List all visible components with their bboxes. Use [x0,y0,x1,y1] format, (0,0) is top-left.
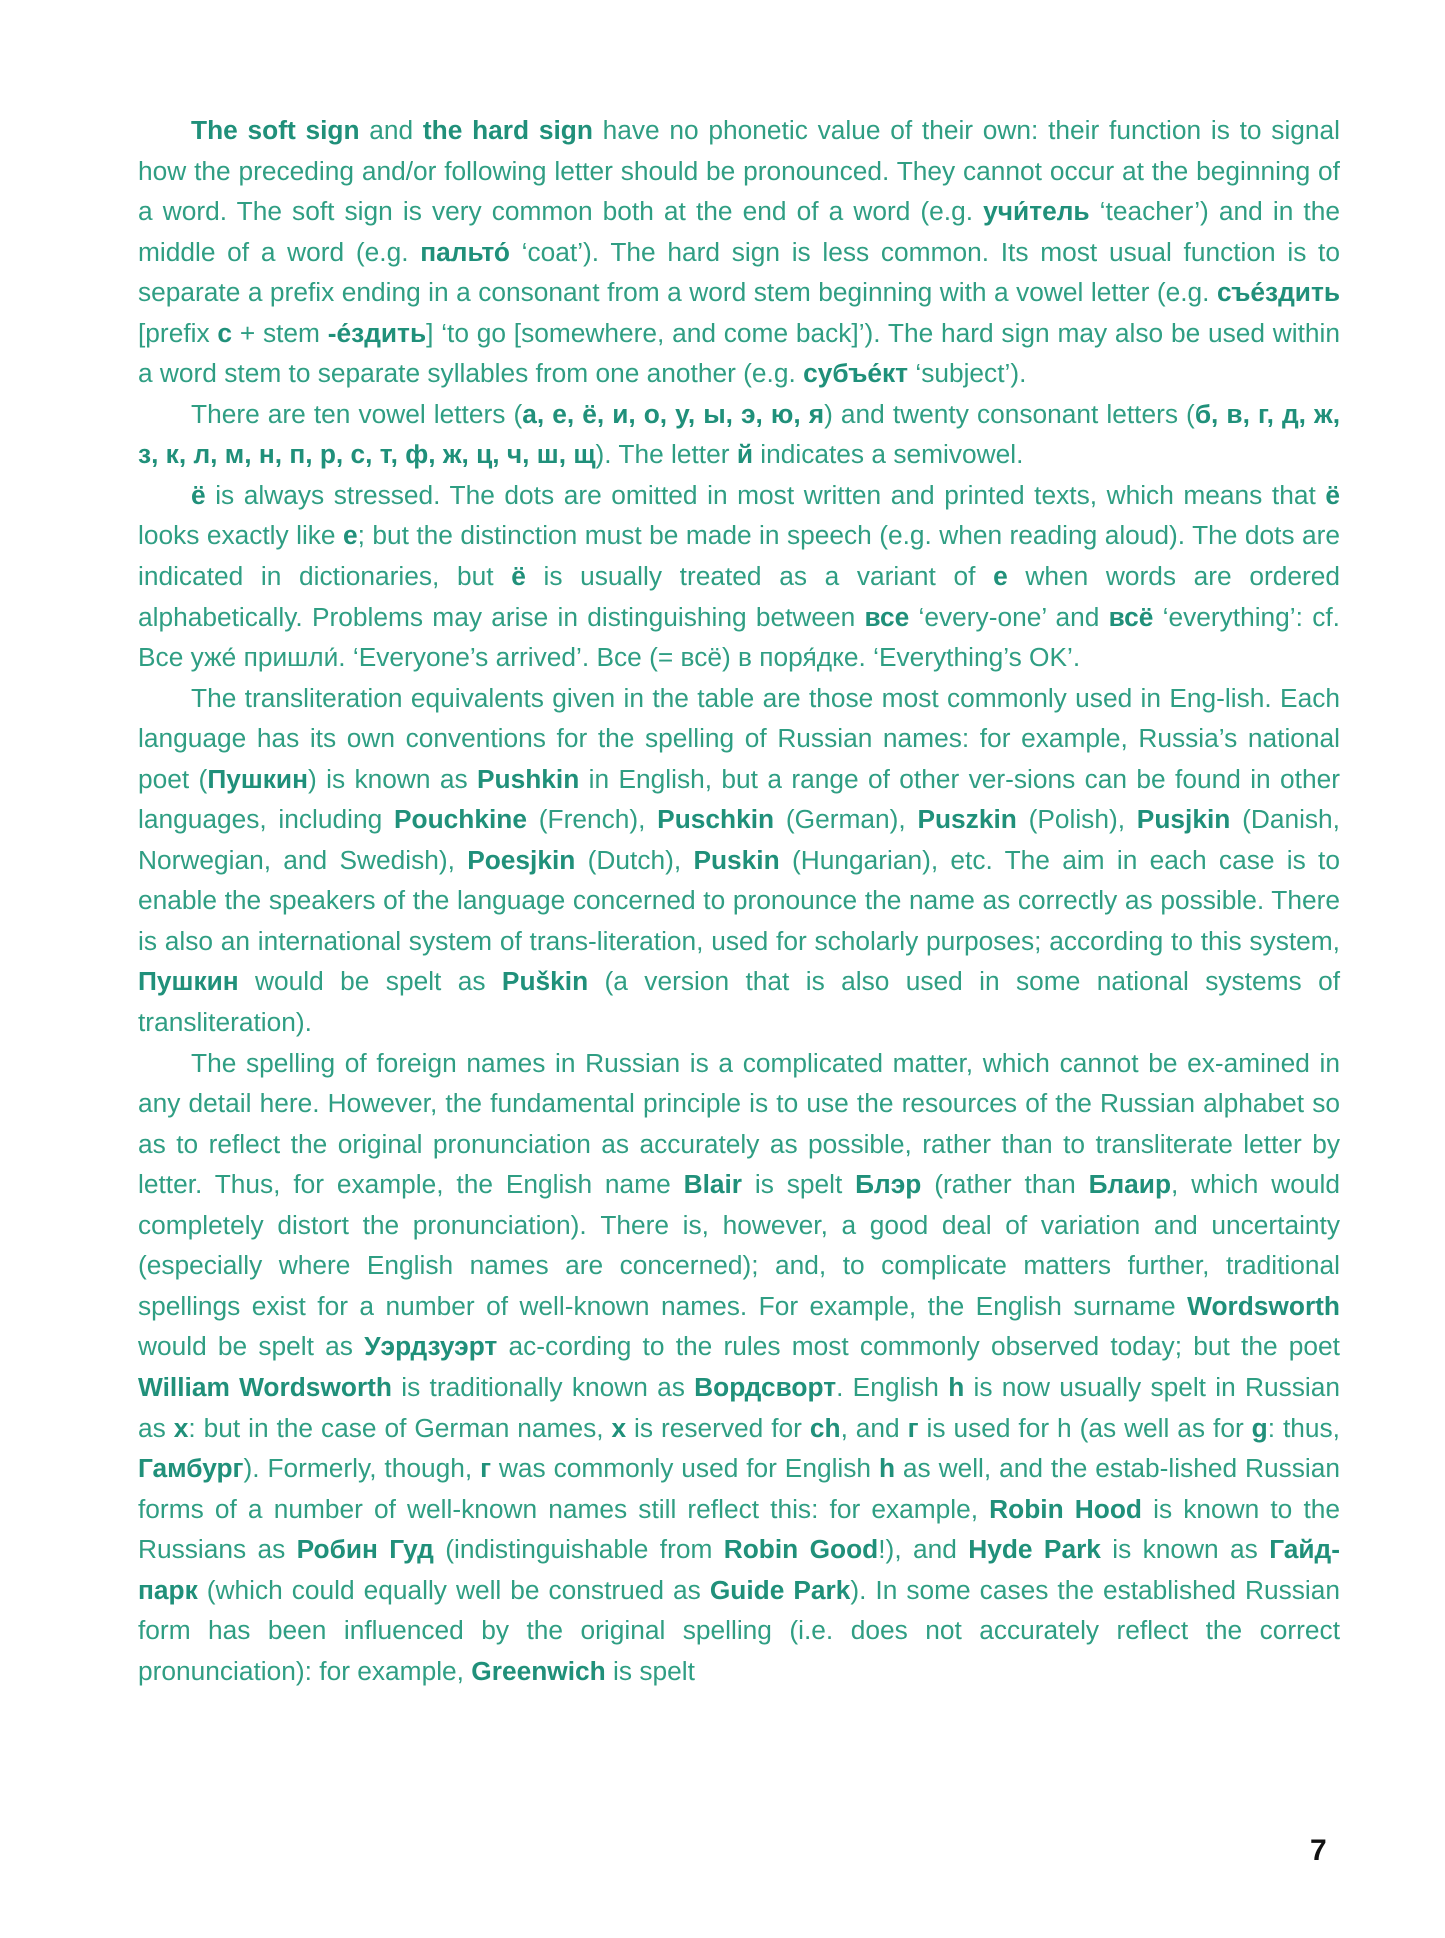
bold-term: William Wordsworth [138,1371,392,1402]
text-run: ‘coat’). The hard sign is less common. Its most usual function is to separate a prefix ending in a consonant from a word stem beginning with a vowel letter (e.g. [138,236,1340,308]
text-run: ) is known as [307,763,477,794]
text-run: ; but the distinction must be made in speech (e.g. when reading aloud). The dots are indicated in dictionaries, but [138,520,1340,592]
bold-term: Гамбург [138,1453,244,1484]
bold-term: Блаир [1088,1169,1172,1200]
bold-term: Guide Park [709,1574,851,1605]
text-run: is always stressed. The dots are omitted in most written and printed texts, which means that [205,479,1326,510]
text-run: looks exactly like [138,520,343,551]
bold-term: субъе́кт [803,358,909,389]
text-run: would be spelt as [238,966,502,997]
text-run: [prefix [138,317,218,348]
bold-term: все [864,601,910,632]
bold-term: Гайд-парк [138,1534,1340,1605]
bold-term: съе́здить [1216,277,1340,308]
text-run: is known as [1100,1534,1270,1565]
page-number: 7 [1310,1834,1327,1867]
bold-term: а, е, ё, и, о, у, ы, э, ю, я [522,398,825,429]
text-run: and [359,115,423,145]
text-run: is traditionally known as [392,1371,695,1402]
bold-term: е [993,561,1008,592]
paragraph [138,1043,1340,1692]
paragraph [138,678,1340,1043]
bold-term: Puskin [693,844,780,875]
bold-term: h [948,1371,965,1402]
bold-term: е [343,520,358,551]
bold-term: Pushkin [477,763,580,794]
text-run: The transliteration equivalents given in the table are those most commonly used in Eng-lish. Each language has its own conventions for the spelling of Russian names: for example, Russia’s national poet ( [138,682,1340,794]
bold-term: Puszkin [917,804,1017,835]
text-run: (a version that is also used in some national systems of transliteration). [138,966,1340,1038]
text-run: (which could equally well be construed as [197,1574,710,1605]
bold-term: Robin Good [723,1534,879,1565]
text-run: ). The letter [595,439,737,470]
bold-term: Вордсворт [694,1371,837,1402]
text-run: , which would completely distort the pronunciation). There is, however, a good deal of variation and uncertainty (especially where English names are concerned); and, to complicate matters further, traditional spellings exist for a number of well-known names. For example, the English surname [138,1169,1340,1321]
text-run: : thus, [1267,1412,1340,1443]
text-run: have no phonetic value of their own: their function is to signal how the preceding and/or following letter should be pronounced. They cannot occur at the beginning of a word. The soft sign is very common both at the end of a word (e.g. [138,115,1340,227]
bold-term: Puškin [501,966,589,997]
bold-term: h [878,1453,896,1484]
text-run: when words are ordered alphabetically. Problems may arise in distinguishing between [138,561,1340,632]
bold-term: Пушкин [138,966,239,997]
bold-term: Blair [683,1169,743,1200]
paragraph [138,475,1340,678]
text-run: is reserved for [626,1412,810,1443]
paragraph [138,110,1340,394]
bold-term: Puschkin [657,804,775,835]
text-run: ‘teacher’) and in the middle of a word (e.g. [138,196,1340,267]
text-run: in English, but a range of other ver-sions can be found in other languages, including [138,763,1340,835]
bold-term: Robin Hood [989,1493,1142,1524]
bold-term: Wordsworth [1187,1290,1340,1321]
text-run: The spelling of foreign names in Russian is a complicated matter, which cannot be ex-amined in any detail here. However, the fundamental principle is to use the resources of the Russian alphabet so as to reflect the original pronunciation as accurately as possible, rather than to transliterate letter by letter. Thus, for example, the English name [138,1047,1340,1200]
text-run: (French), [526,804,658,835]
bold-term: с [217,317,233,348]
text-run: ). Formerly, though, [243,1453,481,1484]
text-run: is spelt [742,1169,856,1200]
bold-term: ё [511,561,526,592]
bold-term: х [611,1412,627,1443]
bold-term: й [736,439,753,470]
text-run: (Hungarian), etc. The aim in each case is to enable the speakers of the language concerned to pronounce the name as correctly as possible. There is also an international system of trans-literation, used for scholarly purposes; according to this system, [138,844,1340,956]
bold-term: х [173,1412,189,1443]
text-run: as well, and the estab-lished Russian forms of a number of well-known names still reflect this: for example, [138,1453,1340,1524]
bold-term: ё [1325,479,1340,510]
text-run: : but in the case of German names, [188,1412,612,1443]
text-run: + stem [232,317,328,348]
bold-term: the hard sign [422,115,593,145]
bold-term: Робин Гуд [296,1534,434,1565]
bold-term: Pusjkin [1136,804,1231,835]
bold-term: Уэрдзуэрт [364,1331,498,1362]
bold-term: Пушкин [207,763,308,794]
text-run: is known to the Russians as [138,1493,1340,1565]
bold-term: Блэр [855,1169,922,1200]
text-run: ). In some cases the established Russian form has been influenced by the original spelling (i.e. does not accurately reflect the correct pronunciation): for example, [138,1574,1341,1686]
text-run: (Danish, Norwegian, and Swedish), [138,804,1340,875]
text-run: indicates a semivowel. [752,439,1024,470]
body-text [138,110,1340,1691]
text-run: . English [836,1371,949,1402]
bold-term: г [480,1453,492,1484]
text-run: (indistinguishable from [433,1534,724,1565]
bold-term: ch [809,1412,841,1443]
bold-term: б, в, г, д, ж, з, к, л, м, н, п, р, с, т, ф, ж, ц, ч, ш, щ [138,398,1341,470]
bold-term: Pouchkine [394,804,527,835]
text-run: (rather than [921,1169,1089,1200]
text-run: ‘everything’: cf. Все уже́ пришли́. ‘Everyone’s arrived’. Все (= всё) в поря́дке. ‘Everything’s OK’. [138,601,1340,673]
text-run: (Dutch), [575,844,694,875]
bold-term: -е́здить [327,317,427,348]
text-run: ‘every-one’ and [909,601,1109,632]
text-run: (German), [774,804,918,835]
text-run: is used for h (as well as for [918,1412,1252,1443]
bold-term: The soft sign [191,115,360,145]
text-run: is now usually spelt in Russian as [138,1371,1341,1443]
bold-term: Hyde Park [968,1534,1101,1565]
bold-term: Greenwich [471,1655,606,1686]
text-run: ] ‘to go [somewhere, and come back]’). The hard sign may also be used within a word stem to separate syllables from one another (e.g. [138,317,1341,389]
bold-term: g [1251,1412,1268,1443]
text-run: !), and [878,1534,969,1565]
paragraph [138,394,1340,475]
text-run: is usually treated as a variant of [525,561,994,592]
text-run: There are ten vowel letters ( [191,398,523,429]
text-run: (Polish), [1016,804,1137,835]
bold-term: всё [1108,601,1154,632]
bold-term: г [907,1412,919,1443]
bold-term: Poesjkin [467,844,576,875]
text-run: is spelt [605,1655,695,1686]
bold-term: ё [191,479,206,510]
text-run: ac-cording to the rules most commonly observed today; but the poet [497,1331,1340,1362]
bold-term: пальто́ [420,236,510,267]
text-run: would be spelt as [138,1331,365,1362]
text-run: ) and twenty consonant letters ( [824,398,1195,429]
text-run: ‘subject’). [908,358,1027,389]
text-run: , and [840,1412,908,1443]
text-run: was commonly used for English [491,1453,879,1484]
bold-term: учи́тель [983,196,1090,227]
